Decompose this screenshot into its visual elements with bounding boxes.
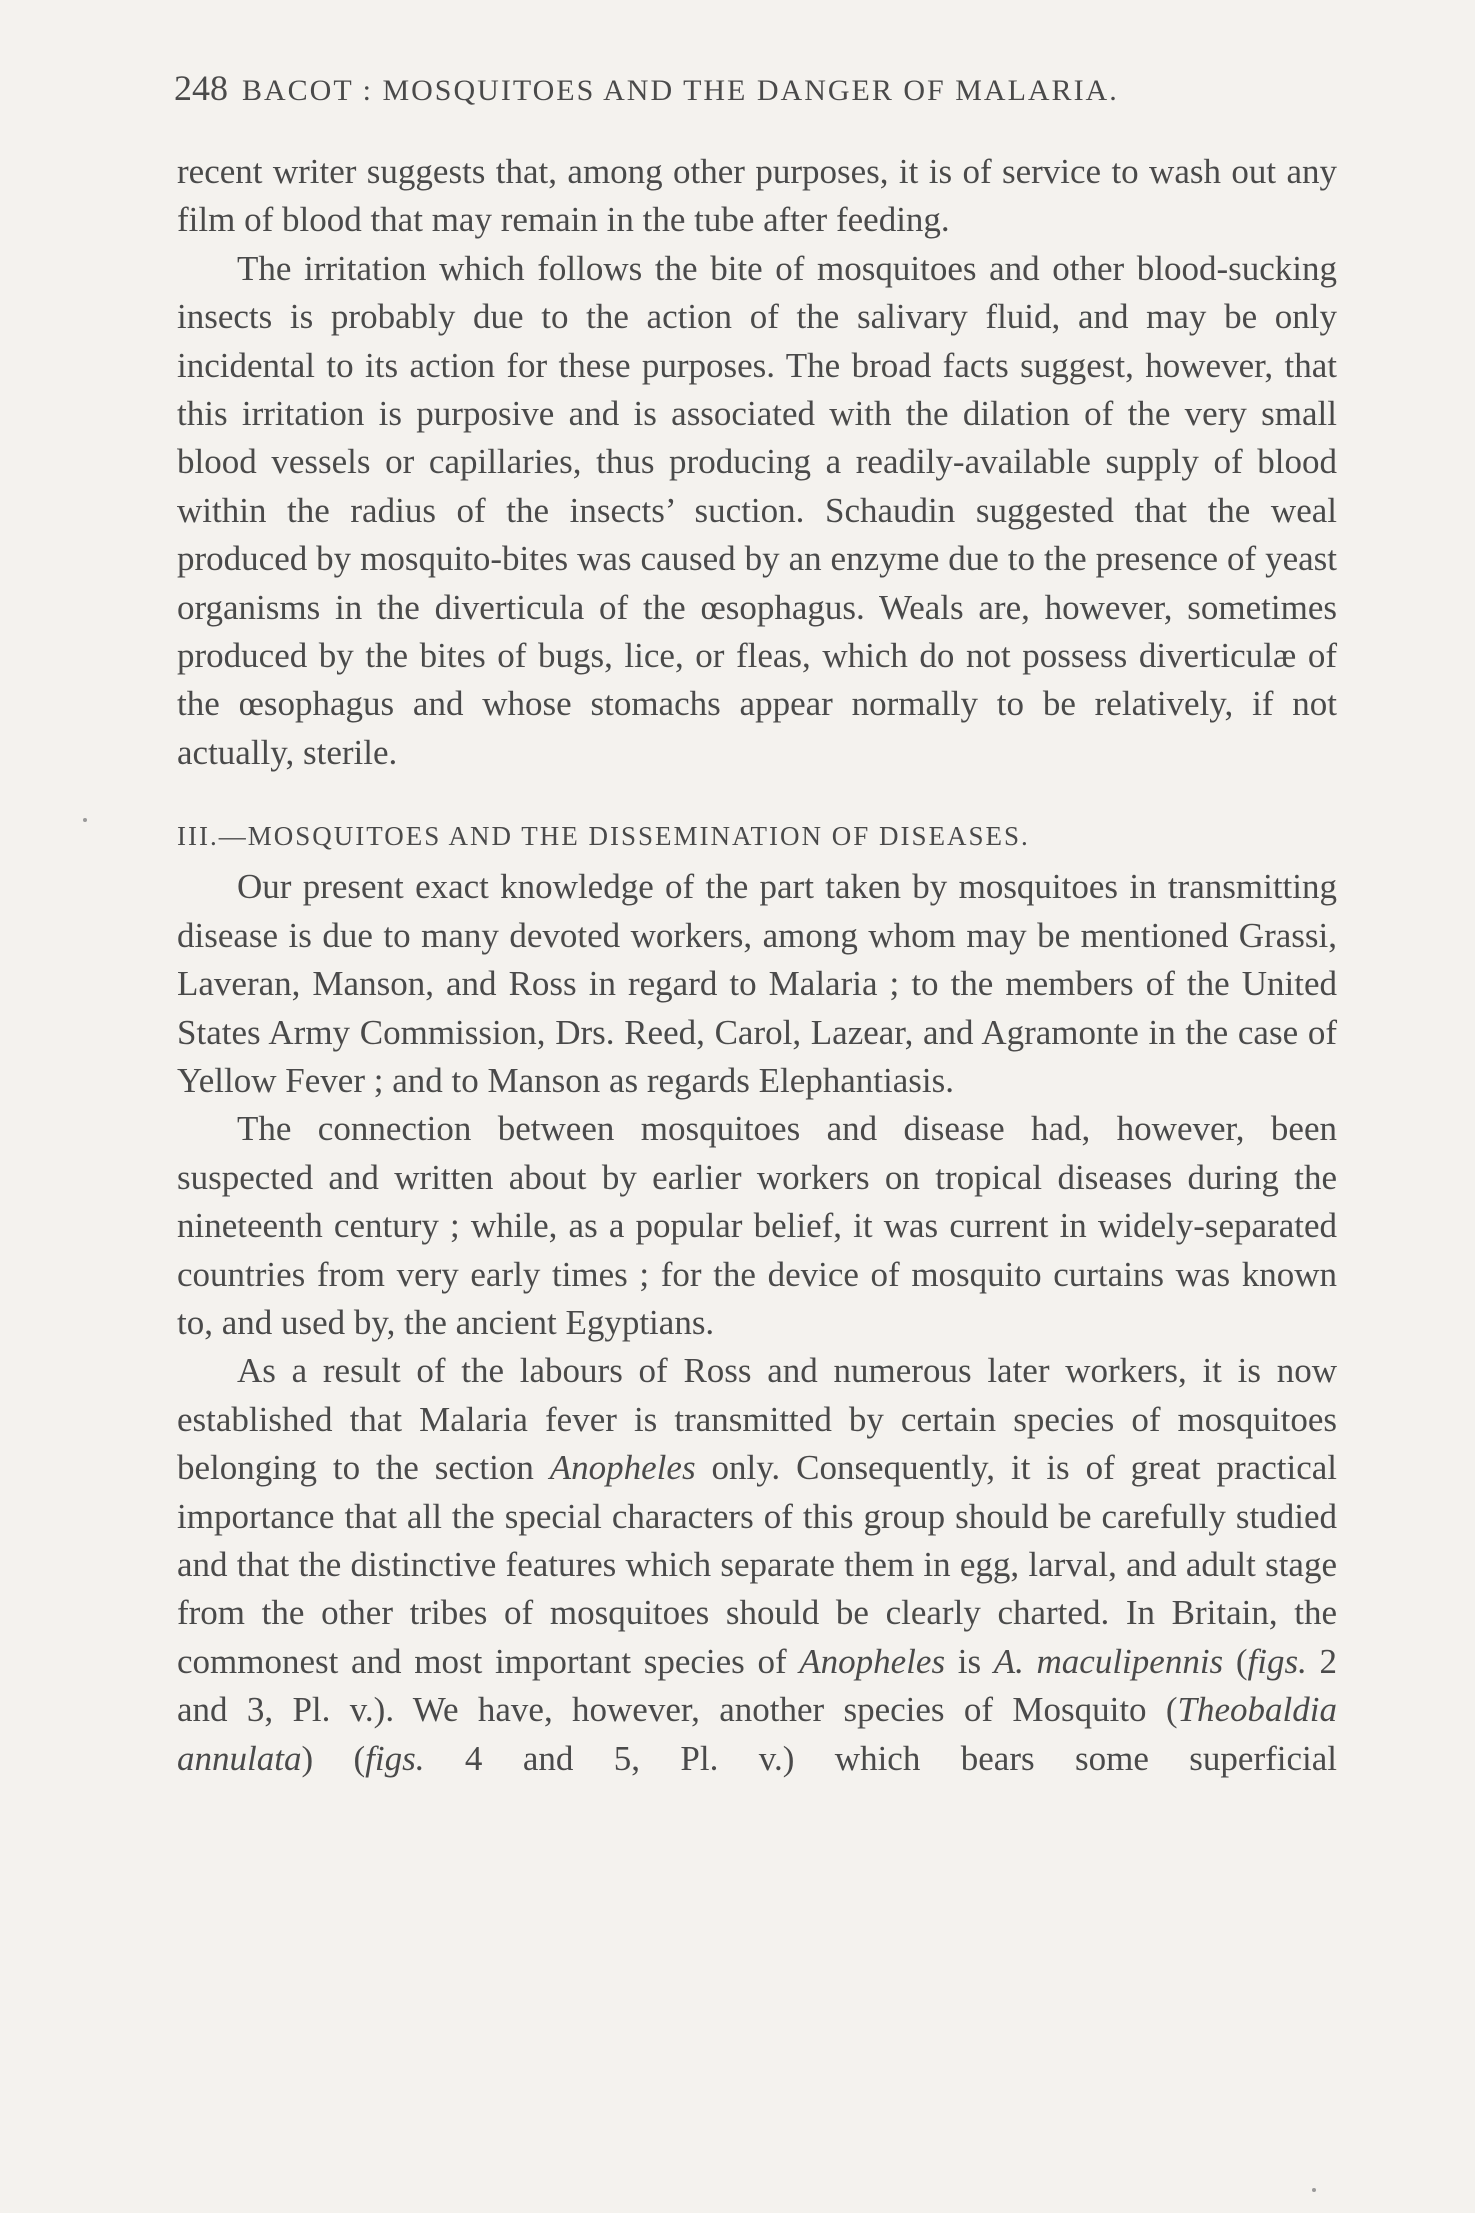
paragraph-anopheles <box>177 1347 1337 1783</box>
italic-species: Theobaldia annulata <box>177 1690 1337 1778</box>
text-run: is <box>945 1641 994 1681</box>
text-run: ( <box>1223 1641 1248 1681</box>
paper-speck <box>83 818 87 822</box>
paragraph-irritation: The irritation which follows the bite of mosquitoes and other blood-sucking insects is probably due to the action of the salivary fluid, and may be only incidental to its action for these purposes. The broad facts suggest, however, that this irritation is purposive and is associated with the dilation of the very small blood vessels or capillaries, thus producing a readily-available supply of blood within the radius of the insects’ suction. Schaudin suggested that the weal produced by mosquito-bites was caused by an enzyme due to the presence of yeast organisms in the diverticula of the œsophagus. Weals are, however, sometimes produced by the bites of bugs, lice, or fleas, which do not possess diverticulæ of the œsophagus and whose stomachs appear normally to be relatively, if not actually, sterile. <box>177 248 1337 772</box>
paper-speck <box>1312 2188 1316 2192</box>
text-run: 2 and 3, Pl. v.). We have, however, another species of Mosquito ( <box>177 1641 1337 1730</box>
italic-figs: figs. <box>365 1738 425 1778</box>
italic-figs: figs. <box>1247 1641 1307 1681</box>
paragraph-continued: recent writer suggests that, among other purposes, it is of service to wash out any film of blood that may remain in the tube after feeding. <box>177 152 1337 240</box>
paragraph-connection: The connection between mosquitoes and disease had, however, been suspected and written about by earlier workers on tropical diseases during the nineteenth century ; while, as a popular belief, it was current in widely-separated countries from very early times ; for the device of mosquito curtains was known to, and used by, the ancient Egyptians. <box>177 1109 1337 1342</box>
page-number: 248 <box>174 68 228 108</box>
paragraph-knowledge: Our present exact knowledge of the part taken by mosquitoes in transmitting disease is due to many devoted workers, among whom may be mentioned Grassi, Laveran, Manson, and Ross in regard to Malaria ; to the members of the United States Army Commission, Drs. Reed, Carol, Lazear, and Agramonte in the case of Yellow Fever ; and to Manson as regards Elephantiasis. <box>177 867 1337 1100</box>
italic-species: A. maculipennis <box>993 1641 1224 1681</box>
text-run: ) ( <box>301 1738 366 1778</box>
text-run: As a result of the labours of Ross and numerous later workers, it is now established that Malaria fever is transmitted by certain species of mosquitoes belonging to the section <box>177 1351 1337 1488</box>
running-title: BACOT : MOSQUITOES AND THE DANGER OF MALARIA. <box>242 74 1119 107</box>
text-run: only. Consequently, it is of great practical importance that all the special characters of this group should be carefully studied and that the distinctive features which separate them in egg, larval, and adult stage from the other tribes of mosquitoes should be clearly charted. In Britain, the commonest and most important species of <box>177 1448 1337 1681</box>
body-text <box>177 148 1337 1783</box>
italic-genus: Anopheles <box>799 1641 946 1681</box>
section-heading: III.—MOSQUITOES AND THE DISSEMINATION OF DISEASES. <box>177 821 1030 852</box>
text-run: 4 and 5, Pl. v.) which bears some superficial <box>424 1738 1337 1778</box>
italic-genus: Anopheles <box>549 1448 696 1488</box>
running-head <box>174 68 1354 111</box>
